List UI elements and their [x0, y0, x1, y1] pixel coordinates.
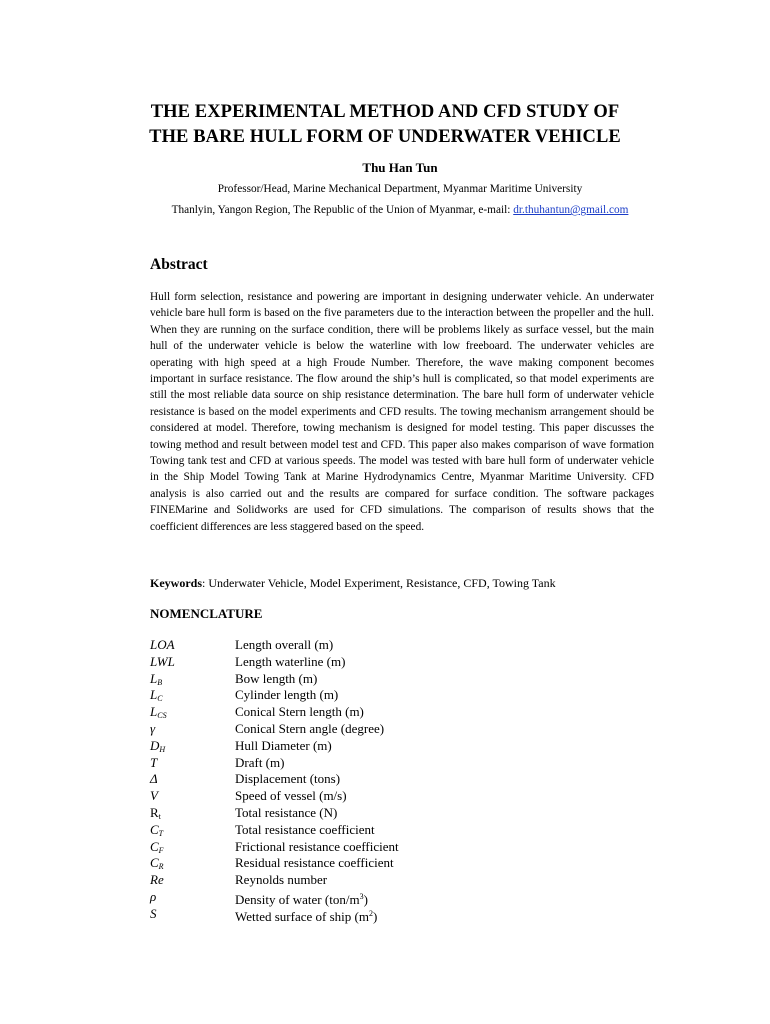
nomenclature-definition: Length waterline (m): [235, 653, 346, 669]
unit-superscript: 3: [359, 891, 364, 901]
nomenclature-symbol: LOA: [150, 637, 175, 652]
nomenclature-row: [150, 771, 570, 788]
keywords-text: : Underwater Vehicle, Model Experiment, Resistance, CFD, Towing Tank: [202, 576, 556, 590]
symbol-subscript: T: [158, 828, 164, 838]
nomenclature-definition: Hull Diameter (m): [235, 737, 332, 753]
symbol-subscript: C: [157, 694, 163, 704]
nomenclature-row: [150, 738, 570, 755]
symbol-subscript: CS: [157, 711, 167, 721]
title-line-2: THE BARE HULL FORM OF UNDERWATER VEHICLE: [149, 127, 621, 147]
nomenclature-definition: Wetted surface of ship $(m^2)$: [235, 908, 378, 924]
nomenclature-symbol: S: [150, 905, 157, 921]
nomenclature-symbol: $L_C$: [150, 687, 163, 704]
nomenclature-definition: Length overall (m): [235, 637, 334, 652]
unit-superscript: 2: [368, 908, 373, 918]
nomenclature-symbol: T: [150, 754, 158, 770]
nomenclature-definition: Total resistance coefficient: [235, 821, 375, 837]
nomenclature-symbol: $C_T$: [150, 821, 164, 838]
nomenclature-definition: Total resistance (N): [235, 804, 338, 820]
nomenclature-definition: Density of water $(ton/m^3)$: [235, 891, 368, 907]
nomenclature-symbol: $R_t$: [150, 804, 161, 821]
email-link[interactable]: dr.thuhantun@gmail.com: [513, 204, 629, 216]
nomenclature-definition: Frictional resistance coefficient: [235, 838, 399, 854]
nomenclature-row: [150, 805, 570, 822]
symbol-subscript: F: [158, 845, 164, 855]
paper-title: [60, 100, 710, 150]
nomenclature-row: [150, 839, 570, 856]
nomenclature-row: [150, 855, 570, 872]
nomenclature-definition: Conical Stern angle (degree): [235, 720, 385, 736]
affiliation-line-1: Professor/Head, Marine Mechanical Department, Myanmar Maritime University: [217, 183, 583, 195]
symbol-subscript: B: [157, 677, 163, 687]
nomenclature-definition: Speed of vessel (m/s): [235, 788, 347, 804]
nomenclature-symbol: $L_{CS}$: [150, 704, 167, 721]
symbol-subscript: t: [158, 811, 161, 821]
affiliation-line-2: [0, 204, 770, 216]
nomenclature-symbol: V: [150, 788, 158, 804]
nomenclature-symbol: $D_H$: [150, 737, 166, 754]
keywords-label: Keywords: [150, 576, 202, 590]
nomenclature-symbol: $C_R$: [150, 855, 164, 872]
nomenclature-row: [150, 822, 570, 839]
nomenclature-definition: Reynolds number: [235, 872, 328, 888]
nomenclature-definition: Bow length (m): [235, 670, 318, 686]
symbol-subscript: H: [159, 744, 166, 754]
nomenclature-row: [150, 704, 570, 721]
nomenclature-symbol: $C_F$: [150, 838, 164, 855]
nomenclature-row: [150, 889, 570, 906]
nomenclature-definition: Draft (m): [235, 754, 285, 770]
nomenclature-symbol: $L_B$: [150, 670, 163, 687]
nomenclature-row: [150, 637, 570, 654]
nomenclature-symbol: LWL: [150, 653, 175, 669]
nomenclature-row: [150, 687, 570, 704]
nomenclature-definition: Conical Stern length (m): [235, 704, 364, 720]
nomenclature-row: [150, 906, 570, 923]
nomenclature-symbol: ρ: [150, 888, 157, 904]
nomenclature-symbol: Δ: [150, 771, 158, 787]
nomenclature-symbol: Re: [150, 872, 164, 888]
affiliation-address: Thanlyin, Yangon Region, The Republic of the Union of Myanmar, e-mail:: [171, 204, 514, 216]
author-name: Thu Han Tun: [362, 160, 438, 175]
nomenclature-definition: Displacement (tons): [235, 771, 341, 787]
abstract-heading: Abstract: [150, 256, 208, 273]
abstract-body: Hull form selection, resistance and powering are important in designing underwater vehicle. An underwater vehicle bare hull form is based on the five parameters due to the interaction between the propeller and the hull. When they are running on the surface condition, there will be problems likely as surface vessel, but the main hull of the underwater vehicle is below the waterline with low freeboard. The underwater vehicles are operating with high speed at a high Froude Number. Therefore, the wave making component becomes important in surface resistance. The flow around the ship’s hull is complicated, so that model experiments are still the most reliable data source on ship resistance determination. The bare hull form of underwater vehicle resistance is based on the model experiments and CFD results. The towing mechanism arrangement should be considered at model. Therefore, towing mechanism is designed for model testing. This paper discusses the towing method and result between model test and CFD. This paper also makes comparison of wave formation Towing tank test and CFD at various speeds. The model was tested with bare hull form of underwater vehicle in the Ship Model Towing Tank at Marine Hydrodynamics Centre, Myanmar Maritime University. CFD analysis is also carried out and the results are compared for surface condition. The software packages FINEMarine and Solidworks are used for CFD simulations. The comparison of results shows that the coefficient differences are less staggered based on the speed.: [150, 291, 654, 533]
title-line-1: THE EXPERIMENTAL METHOD AND CFD STUDY OF: [150, 102, 620, 122]
nomenclature-list: [150, 637, 570, 923]
nomenclature-definition: Cylinder length (m): [235, 687, 339, 703]
nomenclature-definition: Residual resistance coefficient: [235, 855, 394, 871]
nomenclature-row: [150, 755, 570, 772]
nomenclature-symbol: γ: [150, 720, 156, 736]
symbol-subscript: R: [158, 862, 164, 872]
nomenclature-row: [150, 671, 570, 688]
nomenclature-row: [150, 721, 570, 738]
nomenclature-row: [150, 872, 570, 889]
nomenclature-heading: NOMENCLATURE: [150, 606, 263, 621]
nomenclature-row: [150, 654, 570, 671]
keywords-line: [150, 576, 670, 591]
nomenclature-row: [150, 788, 570, 805]
